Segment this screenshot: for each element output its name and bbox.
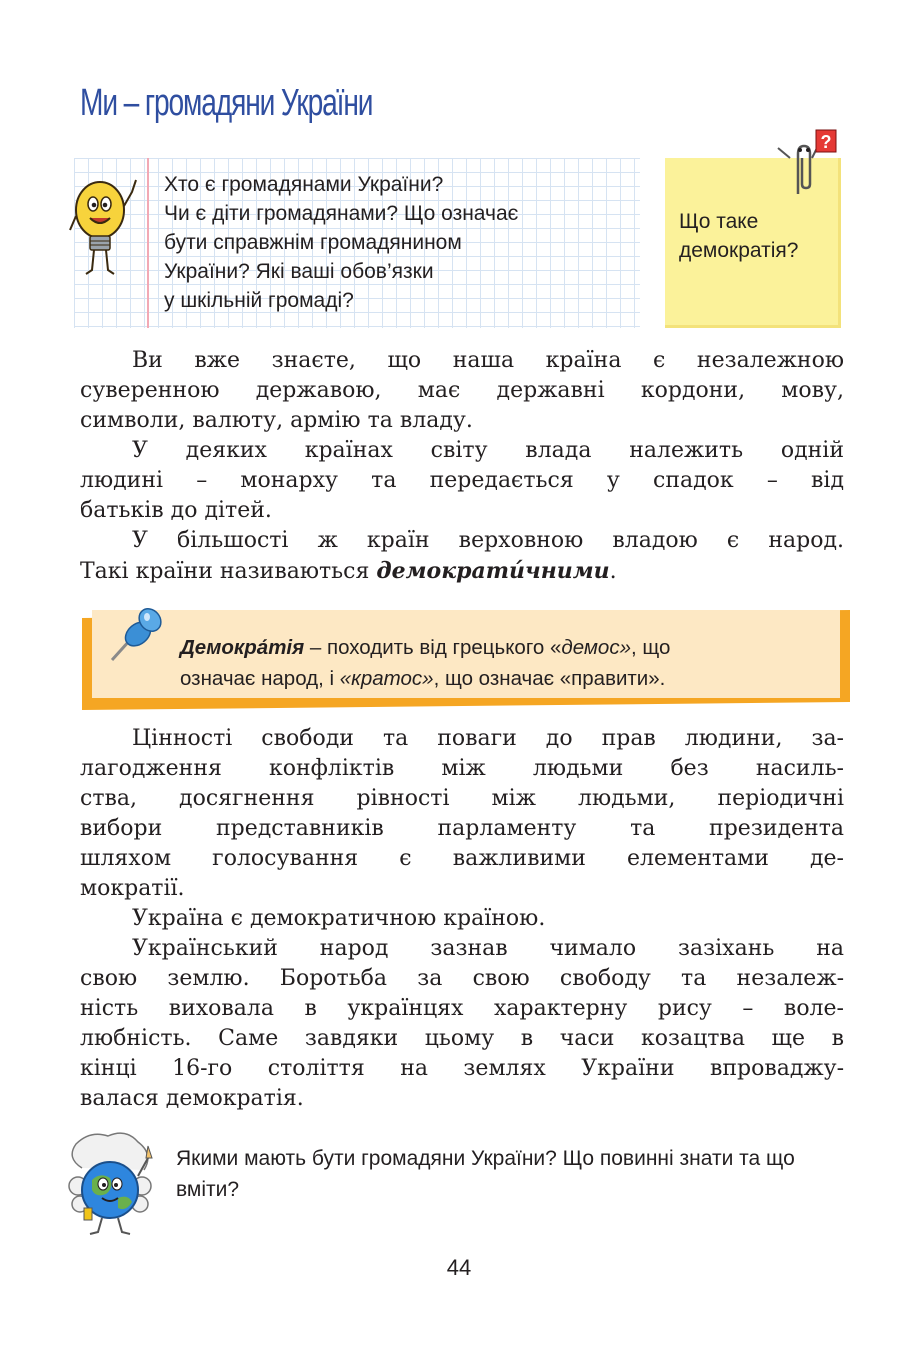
text-line: вибори представників парламенту та президента xyxy=(80,816,844,841)
definition-term: Демокра́тія xyxy=(180,636,305,659)
question-line: Чи є діти громадянами? Що означає xyxy=(164,202,519,225)
text-fragment: Такі країни називаються xyxy=(80,559,377,584)
lightbulb-mascot-icon xyxy=(66,170,146,280)
text-fragment: – походить від грецького « xyxy=(304,636,562,659)
text-line: У деяких країнах світу влада належить одній xyxy=(132,438,844,463)
text-line: батьків до дітей. xyxy=(80,498,272,523)
text-line: ства, досягнення рівності між людьми, періодичні xyxy=(80,786,844,811)
text-fragment: , що xyxy=(630,636,671,659)
note-badge: ? xyxy=(820,132,832,152)
question-line: України? Які ваші обов’язки xyxy=(164,260,434,283)
text-line: шляхом голосування є важливими елементами де- xyxy=(80,846,844,871)
text-line: символи, валюту, армію та владу. xyxy=(80,408,473,433)
note-line: демократія? xyxy=(679,239,799,262)
key-term: демократи́чними xyxy=(376,558,610,584)
text-line: Україна є демократичною країною. xyxy=(132,906,546,931)
note-line: Що таке xyxy=(679,210,759,233)
question-line: Хто є громадянами України? xyxy=(164,173,444,196)
text-fragment: означає народ, і xyxy=(180,667,340,690)
paragraph-5 xyxy=(80,904,844,934)
question-line: бути справжнім громадянином xyxy=(164,231,462,254)
paragraph-1 xyxy=(80,346,844,436)
text-line xyxy=(80,556,844,586)
question-line: у шкільній громаді? xyxy=(164,289,354,312)
notebook-margin-line xyxy=(147,158,149,328)
text-line: Український народ зазнав чимало зазіхань на xyxy=(132,936,844,961)
text-fragment: демос» xyxy=(561,636,631,659)
text-line: валася демократія. xyxy=(80,1086,304,1111)
text-line: кінці 16-го століття на землях України впроваджу- xyxy=(80,1056,844,1081)
definition-line xyxy=(180,663,840,694)
definition-line xyxy=(180,632,840,663)
intro-questions xyxy=(164,170,634,315)
text-line: свою землю. Боротьба за свою свободу та незалеж- xyxy=(80,966,844,991)
definition-text xyxy=(180,632,840,694)
paragraph-2 xyxy=(80,436,844,526)
text-line: мократії. xyxy=(80,876,185,901)
text-line: лагодження конфліктів між людьми без насиль- xyxy=(80,756,844,781)
paragraph-3 xyxy=(80,526,844,586)
text-line: любність. Саме завдяки цьому в часи козацтва ще в xyxy=(80,1026,844,1051)
text-line: У більшості ж країн верховною владою є народ. xyxy=(132,528,844,553)
note-text xyxy=(679,207,839,265)
paperclip-question-icon xyxy=(770,128,840,198)
bottom-question: Якими мають бути громадяни України? Що повинні знати та що вміти? xyxy=(176,1147,795,1201)
globe-mascot-icon xyxy=(62,1128,162,1240)
text-line: суверенною державою, має державні кордони, мову, xyxy=(80,378,844,403)
page-number: 44 xyxy=(446,1255,472,1280)
text-line: Ви вже знаєте, що наша країна є незалежною xyxy=(132,348,844,373)
text-fragment: , що означає «правити». xyxy=(433,667,666,690)
text-line: ність виховала в українцях характерну рису – воле- xyxy=(80,996,844,1021)
page-title: Ми – громадяни України xyxy=(80,82,373,124)
pushpin-icon xyxy=(100,600,170,670)
text-fragment: «кратос» xyxy=(339,667,434,690)
text-line: людині – монарху та передається у спадок – від xyxy=(80,468,844,493)
text-fragment: . xyxy=(609,559,617,584)
paragraph-4 xyxy=(80,724,844,904)
paragraph-6 xyxy=(80,934,844,1114)
text-line: Цінності свободи та поваги до прав людини, за- xyxy=(132,726,844,751)
